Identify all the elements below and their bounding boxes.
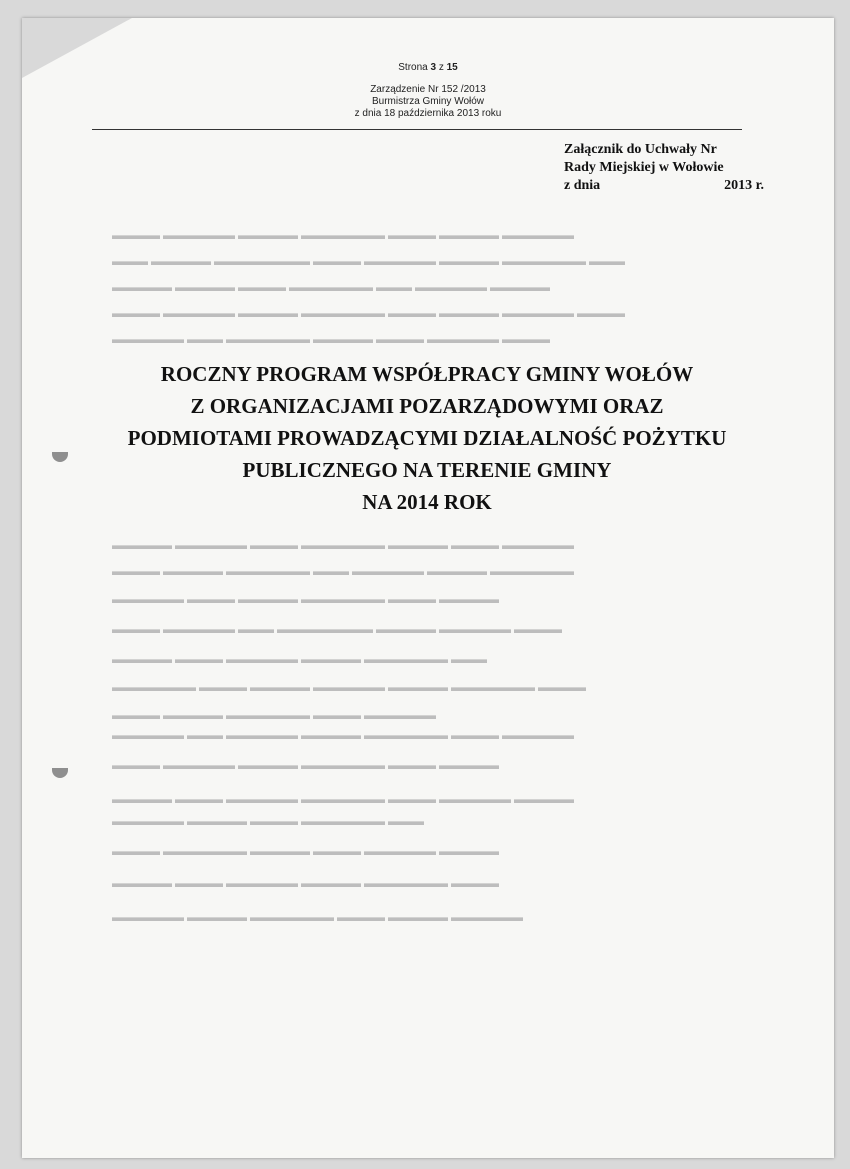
title-line-4: PUBLICZNEGO NA TERENIE GMINY bbox=[242, 458, 612, 482]
header-divider bbox=[92, 129, 742, 130]
title-line-5: NA 2014 ROK bbox=[362, 490, 492, 514]
title-line-2: Z ORGANIZACJAMI POZARZĄDOWYMI ORAZ bbox=[190, 394, 664, 418]
attachment-date: z dnia 2013 r. bbox=[564, 178, 764, 193]
page-number: Strona 3 z 15 bbox=[398, 62, 458, 73]
punch-hole-upper bbox=[52, 452, 68, 462]
punch-hole-lower bbox=[52, 768, 68, 778]
title-line-1: ROCZNY PROGRAM WSPÓŁPRACY GMINY WOŁÓW bbox=[160, 362, 694, 386]
order-number: Zarządzenie Nr 152 /2013 bbox=[370, 84, 486, 95]
page-header bbox=[22, 62, 834, 120]
attachment-line-1: Załącznik do Uchwały Nr bbox=[564, 142, 717, 157]
document-title bbox=[82, 358, 772, 518]
order-date: z dnia 18 października 2013 roku bbox=[354, 108, 502, 119]
attachment-note bbox=[564, 141, 764, 195]
document-page: Strona 3 z 15 Zarządzenie Nr 152 /2013 Burmistrza Gminy Wołów z dnia 18 października 2013 roku Załącznik do Uchwały Nr Rady Miejskiej w Wołowie z dnia 2013 r. ▬▬▬▬ ▬▬▬▬▬▬ ▬▬▬▬▬ ▬▬▬▬▬▬▬ ▬▬▬▬ ▬▬▬▬▬ ▬▬▬▬▬▬ ▬▬▬ ▬▬▬▬▬ ▬▬▬▬▬▬▬▬ ▬▬▬▬ ▬▬▬▬▬▬ ▬▬▬▬▬ ▬▬▬▬▬▬▬ ▬▬▬ ▬▬▬▬▬ ▬▬▬▬▬ ▬▬▬▬ ▬▬▬▬▬▬▬ ▬▬▬ ▬▬▬▬▬▬ ▬▬▬▬▬ ▬▬▬▬ ▬▬▬▬▬▬ ▬▬▬▬▬ ▬▬▬▬▬▬▬ ▬▬▬▬ ▬▬▬▬▬ ▬▬▬▬▬▬ ▬▬▬▬ ▬▬▬▬▬▬ ▬▬▬ ▬▬▬▬▬▬▬ ▬▬▬▬▬ ▬▬▬▬ ▬▬▬▬▬▬ ▬▬▬▬ ▬▬▬▬▬ ▬▬▬▬▬▬ ▬▬▬▬ ▬▬▬▬▬▬▬ ▬▬▬▬▬ ▬▬▬▬ ▬▬▬▬▬▬ ▬▬▬▬ ▬▬▬▬▬ ▬▬▬▬▬▬▬ ▬▬▬ ▬▬▬▬▬▬ ▬▬▬▬▬ ▬▬▬▬▬▬▬ ▬▬▬▬▬▬ ▬▬▬▬ ▬▬▬▬▬ ▬▬▬▬▬▬▬ ▬▬▬▬ ▬▬▬▬▬ ▬▬▬▬ ▬▬▬▬▬▬ ▬▬▬ ▬▬▬▬▬▬▬▬ ▬▬▬▬▬ ▬▬▬▬▬▬ ▬▬▬▬ ▬▬▬▬▬ ▬▬▬▬ ▬▬▬▬▬▬ ▬▬▬▬▬ ▬▬▬▬▬▬▬ ▬▬▬ ▬▬▬▬▬▬▬ ▬▬▬▬ ▬▬▬▬▬ ▬▬▬▬▬▬ ▬▬▬▬▬ ▬▬▬▬▬▬▬ ▬▬▬▬ ▬▬▬▬ ▬▬▬▬▬ ▬▬▬▬▬▬▬ ▬▬▬▬ ▬▬▬▬▬▬ ▬▬▬▬▬▬ ▬▬▬ ▬▬▬▬▬▬ ▬▬▬▬▬ ▬▬▬▬▬▬▬ ▬▬▬▬ ▬▬▬▬▬▬ ▬▬▬▬ ▬▬▬▬▬▬ ▬▬▬▬▬ ▬▬▬▬▬▬▬ ▬▬▬▬ ▬▬▬▬▬ ▬▬▬▬▬ ▬▬▬▬ ▬▬▬▬▬▬ ▬▬▬▬▬▬▬ ▬▬▬▬ ▬▬▬▬▬▬ ▬▬▬▬▬ ▬▬▬▬▬▬ ▬▬▬▬▬ ▬▬▬▬ ▬▬▬▬▬▬▬ ▬▬▬ ▬▬▬▬ ▬▬▬▬▬▬▬ ▬▬▬▬▬ ▬▬▬▬ ▬▬▬▬▬▬ ▬▬▬▬▬ ▬▬▬▬▬ ▬▬▬▬ ▬▬▬▬▬▬ ▬▬▬▬▬ ▬▬▬▬▬▬▬ ▬▬▬▬ ▬▬▬▬▬▬ ▬▬▬▬▬ ▬▬▬▬▬▬▬ ▬▬▬▬ ▬▬▬▬▬ ▬▬▬▬▬▬ ROCZNY PROGRAM WSPÓŁPRACY GMINY WOŁÓW Z ORGANIZACJAMI POZARZĄDOWYMI ORAZ PODMIOTAMI PROWADZĄCYMI DZIAŁALNOŚĆ POŻYTKU PUBLICZNEGO NA TERENIE GMINY NA 2014 ROK bbox=[22, 18, 834, 1158]
title-line-3: PODMIOTAMI PROWADZĄCYMI DZIAŁALNOŚĆ POŻYTKU bbox=[127, 426, 727, 450]
order-issuer: Burmistrza Gminy Wołów bbox=[371, 96, 485, 107]
attachment-line-2: Rady Miejskiej w Wołowie bbox=[564, 160, 724, 175]
